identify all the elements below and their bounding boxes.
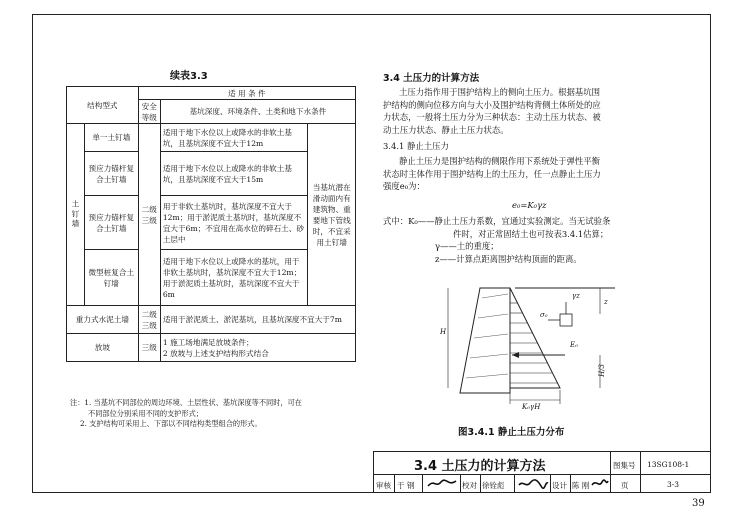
- spec-table: [66, 86, 356, 362]
- row-condition: 适用于地下水位以上或降水的非软土基坑，且基坑深度不宜大于15m: [160, 152, 308, 196]
- review-label: 审核: [376, 481, 391, 490]
- checker-name: 徐铨彪: [482, 481, 505, 490]
- atlas-label: 图集号: [613, 461, 636, 470]
- header-details: 基坑深度、环境条件、土类和地下水条件: [160, 100, 355, 124]
- row-condition: 适用于淤泥质土、淤泥基坑，且基坑深度不宜大于7m: [160, 306, 355, 334]
- label-bottom: K₀γH: [522, 403, 541, 411]
- def-line: z——计算点距离围护结构顶面的距离。: [435, 253, 582, 264]
- soil-element: [560, 314, 572, 326]
- label-e0: E₀: [570, 341, 578, 349]
- retaining-wall: [460, 288, 510, 393]
- text-line: 状态时主体作用于围护结构上的土压力，任一点静止土压力: [383, 168, 601, 179]
- atlas-number: 13SG108-1: [647, 460, 690, 469]
- section-heading: 3.4 土压力的计算方法: [383, 73, 480, 84]
- designer-name: 陈 刚: [572, 481, 590, 490]
- text-line: 静止土压力是围护结构的侧限作用下系统处于弹性平衡: [399, 156, 600, 166]
- sheet-title: 3.4 土压力的计算方法: [414, 459, 546, 474]
- condition-line: 2 放坡与上述支护结构形式结合: [162, 348, 269, 358]
- label-z: z: [604, 298, 608, 306]
- row-grade: 二级三级: [138, 306, 160, 334]
- pressure-arrows: [510, 303, 557, 383]
- shared-note: 当基坑潜在滑动面内有建筑物、重要地下管线时，不宜采用土钉墙: [308, 124, 356, 306]
- header-structure-type: 结构型式: [67, 87, 139, 124]
- label-H: H: [440, 328, 447, 336]
- note-line: 不同部位分别采用不同的支护形式；: [88, 408, 204, 418]
- row-type: 微型桩复合土钉墙: [84, 250, 138, 306]
- row-condition: 用于非软土基坑时，基坑深度不宜大于12m；用于淤泥质土基坑时，基坑深度不宜大于6m；不宜用在高水位的碎石土、砂土层中: [160, 196, 308, 250]
- def-line: 式中：K₀——静止土压力系数，宜通过实验测定。当无试验条: [383, 216, 611, 226]
- reviewer-signature: [426, 477, 458, 490]
- text-line: 护结构的侧向位移方向与大小及围护结构背侧土体所处的应: [383, 99, 601, 110]
- subheading: 3.4.1 静止土压力: [383, 141, 449, 151]
- row-condition: [160, 334, 355, 362]
- row-type: 放坡: [67, 334, 139, 362]
- label-gz: γz: [572, 292, 580, 300]
- page-label: 页: [621, 481, 629, 490]
- header-conditions: 适 用 条 件: [138, 87, 355, 100]
- note-line: 2. 支护结构可采用上、下部以不同结构类型组合的形式。: [80, 419, 262, 428]
- figure-caption: 图3.4.1 静止土压力分布: [458, 427, 565, 438]
- label-sigma: σ₀: [540, 311, 548, 319]
- title-block: [373, 451, 710, 492]
- formula: e₀=K₀γz: [512, 200, 547, 210]
- definitions: [383, 215, 698, 265]
- row-type: 预应力锚杆复合土钉墙: [84, 196, 138, 250]
- check-label: 校对: [462, 481, 477, 490]
- checker-signature: [517, 477, 549, 490]
- text-line: 动土压力状态、静止土压力状态。: [383, 124, 509, 135]
- label-H3: H/3: [598, 364, 606, 377]
- row-grade: 二级三级: [138, 124, 160, 306]
- page-code: 3-3: [667, 480, 680, 489]
- row-condition: 适用于地下水位以上或降水的基坑，用于非软土基坑时，基坑深度不宜大于12m；用于淤泥质土基坑时，基坑深度不宜大于6m: [160, 250, 308, 306]
- design-label: 设计: [552, 481, 567, 490]
- def-line: γ——土的重度；: [435, 241, 499, 251]
- page-number: 39: [692, 498, 705, 509]
- text-line: 强度e₀为：: [383, 181, 425, 191]
- def-line: 件时，对正常固结土也可按表3.4.1估算；: [453, 228, 609, 239]
- text-line: 土压力指作用于围护结构上的侧向土压力。根据基坑围: [399, 87, 600, 97]
- row-type: 单一土钉墙: [84, 124, 138, 152]
- row-grade: 三级: [138, 334, 160, 362]
- paragraph-1: [383, 86, 693, 136]
- note-line: 注：1. 当基坑不同部位的周边环境、土层性状、基坑深度等不同时，可在: [70, 398, 302, 407]
- designer-signature: [591, 477, 609, 490]
- group-label-soil-nail: 土钉墙: [67, 124, 85, 306]
- header-safety-grade: 安全等级: [138, 100, 160, 124]
- row-type: 重力式水泥土墙: [67, 306, 139, 334]
- text-line: 力状态，一般将土压力分为三种状态：主动土压力状态、被: [383, 112, 601, 122]
- row-type: 预应力锚杆复合土钉墙: [84, 152, 138, 196]
- condition-line: 1 施工场地满足放坡条件；: [162, 337, 254, 347]
- table-notes: [70, 398, 302, 430]
- reviewer-name: 于 钢: [397, 481, 415, 490]
- table-title: 续表3.3: [170, 71, 208, 82]
- paragraph-2: [383, 155, 693, 193]
- row-condition: 适用于地下水位以上或降水的非软土基坑，且基坑深度不宜大于12m: [160, 124, 308, 152]
